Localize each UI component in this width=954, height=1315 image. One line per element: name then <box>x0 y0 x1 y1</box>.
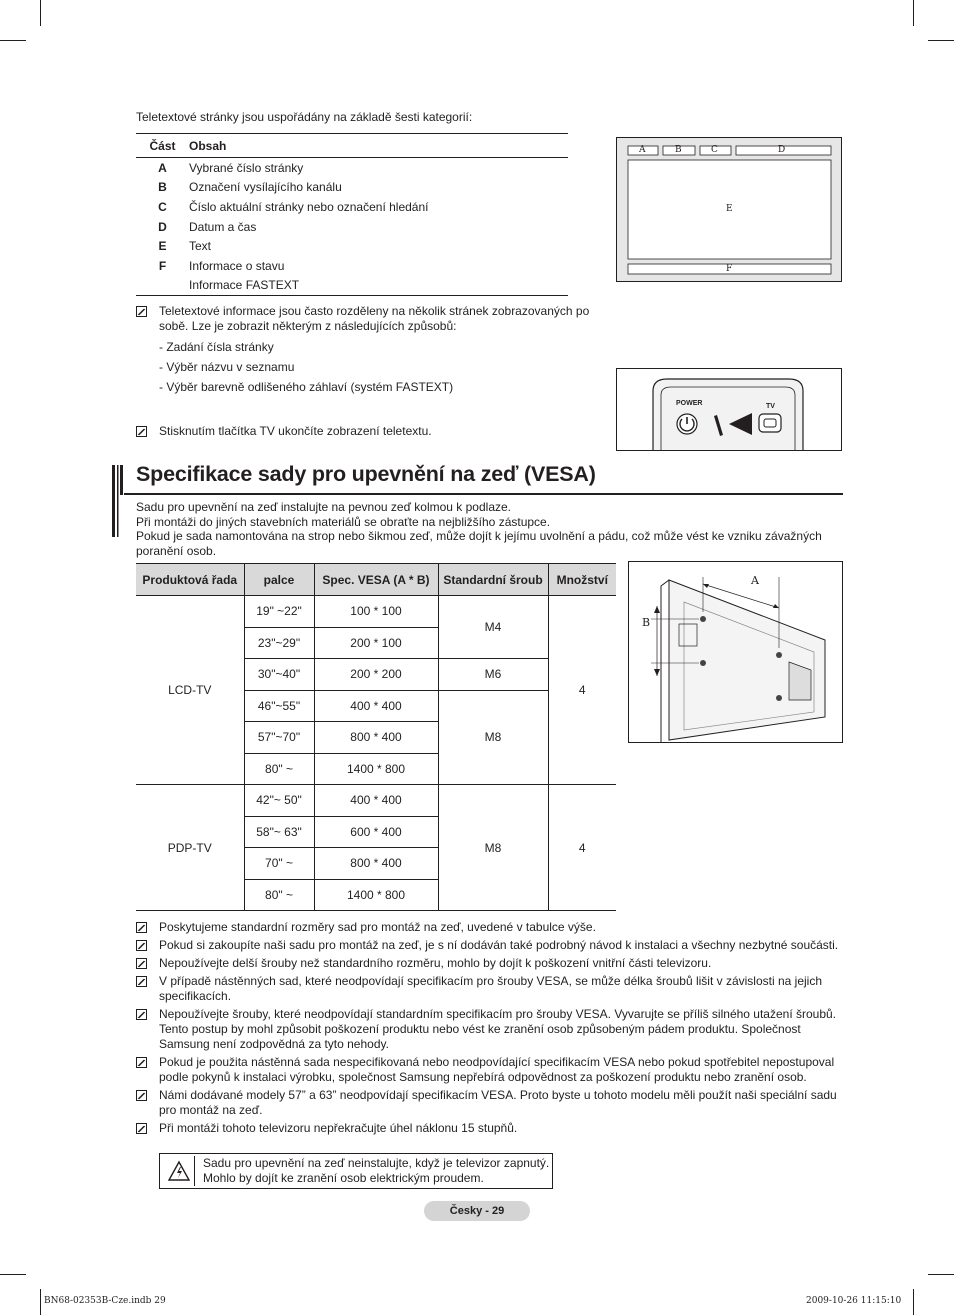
warning-icon <box>163 1156 195 1186</box>
crop-mark <box>928 40 954 41</box>
table-row: LCD-TV 19" ~22" 100 * 100 M4 4 <box>136 596 616 628</box>
teletext-table-header <box>136 134 568 158</box>
table-row: 70" ~ 800 * 400 <box>136 848 616 880</box>
tv-back-vesa-illustration <box>628 561 843 743</box>
bullet-list <box>159 340 453 400</box>
crop-mark <box>913 0 914 26</box>
warning-text: Sadu pro upevnění na zeď neinstalujte, když je televizor zapnutý. Mohlo by dojít ke zranění osob elektrickým proudem. <box>203 1156 550 1185</box>
product-line-lcd: LCD-TV <box>136 596 244 785</box>
note-icon <box>136 922 147 933</box>
diagram-label-c: C <box>711 145 718 155</box>
installation-notes <box>136 920 846 1139</box>
table-row: 57"~70" 800 * 400 <box>136 722 616 754</box>
table-row: C Číslo aktuální stránky nebo označení hledání <box>158 199 429 214</box>
teletext-layout-diagram <box>616 137 842 282</box>
note-icon <box>136 1057 147 1068</box>
section-bar <box>112 465 124 537</box>
crop-mark <box>0 1274 26 1275</box>
dimension-b-label: B <box>642 616 651 629</box>
table-header-row <box>136 564 616 596</box>
list-item: Námi dodávané modely 57” a 63” neodpovídají specifikacím VESA. Proto byste u tohoto modelu měli použít naši speciální sadu pro montáž na zeď. <box>136 1088 846 1118</box>
table-row: 23"~29" 200 * 100 <box>136 627 616 659</box>
table-row: PDP-TV 42"~ 50" 400 * 400 M8 4 <box>136 785 616 817</box>
tv-label: TV <box>766 403 775 410</box>
note-icon <box>136 1090 147 1101</box>
footer-timestamp: 2009-10-26 11:15:10 <box>806 1296 902 1306</box>
col-inches: palce <box>244 564 314 596</box>
table-row: Informace FASTEXT <box>189 278 300 293</box>
table-row: A Vybrané číslo stránky <box>158 160 304 175</box>
note-icon <box>136 958 147 969</box>
crop-mark <box>913 1289 914 1315</box>
list-item: Nepoužívejte šrouby, které neodpovídají standardním specifikacím pro šrouby VESA. Vyvarujte se příliš silného utažení šroubů. Tento postup by mohl způsobit poškození produktu nebo vést ke zranění osob způsobeným pádem produktu. Společnost Samsung není zodpovědná za tyto nehody. <box>136 1007 846 1052</box>
col-content: Obsah <box>189 138 227 153</box>
power-label: POWER <box>676 400 703 407</box>
paragraph: Pokud je sada namontována na strop nebo šikmou zeď, může dojít k jejímu uvolnění a pádu, což může vést ke vzniku závažných poranění osob. <box>136 529 822 558</box>
crop-mark <box>40 1289 41 1315</box>
intro-text: Teletextové stránky jsou uspořádány na základě šesti kategorií: <box>136 110 473 124</box>
list-item: - Zadání čísla stránky <box>159 340 274 354</box>
table-row: E Text <box>158 239 212 254</box>
page-number-badge: Česky - 29 <box>424 1201 530 1221</box>
quantity-pdp: 4 <box>548 785 616 911</box>
note-icon <box>136 426 147 437</box>
col-product-line: Produktová řada <box>136 564 244 596</box>
note-exit-teletext: Stisknutím tlačítka TV ukončíte zobrazení teletextu. <box>136 424 432 439</box>
list-item: Poskytujeme standardní rozměry sad pro montáž na zeď, uvedené v tabulce výše. <box>136 920 846 935</box>
vesa-spec-table <box>136 563 616 911</box>
col-part: Část <box>149 138 176 153</box>
vesa-intro-paragraphs <box>136 500 842 558</box>
diagram-label-e: E <box>726 204 733 214</box>
crop-mark <box>0 40 26 41</box>
footer-file-info: BN68-02353B-Cze.indb 29 <box>44 1296 166 1306</box>
list-item: - Výběr názvu v seznamu <box>159 360 295 374</box>
note-teletext-pages: Teletextové informace jsou často rozděleny na několik stránek zobrazovaných po sobě. Lze je zobrazit některým z následujících způsobů: <box>136 304 606 334</box>
table-row: F Informace o stavu <box>158 258 285 273</box>
diagram-label-f: F <box>726 264 733 274</box>
list-item: - Výběr barevně odlišeného záhlaví (systém FASTEXT) <box>159 380 454 394</box>
note-icon <box>136 1009 147 1020</box>
list-item: Pokud je použita nástěnná sada nespecifikovaná nebo neodpovídající specifikacím VESA nebo pokud spotřebitel nepostupoval podle pokynů k instalaci výrobku, společnost Samsung nepřebírá odpovědnost za poškození produktu nebo zranění osob. <box>136 1055 846 1085</box>
paragraph: Při montáži do jiných stavebních materiálů se obraťte na nejbližšího zástupce. <box>136 514 551 529</box>
dimension-a-label: A <box>751 574 759 587</box>
note-icon <box>136 940 147 951</box>
diagram-label-b: B <box>675 145 682 155</box>
table-row: 58"~ 63" 600 * 400 <box>136 816 616 848</box>
diagram-label-d: D <box>778 145 786 155</box>
crop-mark <box>40 0 41 26</box>
table-row: 80" ~ 1400 * 800 <box>136 753 616 785</box>
remote-illustration <box>616 368 842 451</box>
list-item: Při montáži tohoto televizoru nepřekračujte úhel náklonu 15 stupňů. <box>136 1121 846 1136</box>
product-line-pdp: PDP-TV <box>136 785 244 911</box>
list-item: Pokud si zakoupíte naši sadu pro montáž na zeď, je s ní dodáván také podrobný návod k instalaci a všechny nezbytné součásti. <box>136 938 846 953</box>
col-standard-screw: Standardní šroub <box>438 564 548 596</box>
list-item: V případě nástěnných sad, které neodpovídají specifikacím pro šrouby VESA, se může délka šroubů lišit v závislosti na jejich specifikacích. <box>136 974 846 1004</box>
warning-box <box>159 1153 553 1189</box>
paragraph: Sadu pro upevnění na zeď instalujte na pevnou zeď kolmou k podlaze. <box>136 500 511 514</box>
list-item: Nepoužívejte delší šrouby než standardního rozměru, mohlo by dojít k poškození vnitřní části televizoru. <box>136 956 846 971</box>
section-rule <box>124 493 843 495</box>
note-icon <box>136 1123 147 1134</box>
crop-mark <box>928 1274 954 1275</box>
table-row: 80" ~ 1400 * 800 <box>136 879 616 911</box>
quantity-lcd: 4 <box>548 596 616 785</box>
note-icon <box>136 976 147 987</box>
table-row: 30"~40" 200 * 200 M6 <box>136 659 616 691</box>
note-icon <box>136 306 147 317</box>
teletext-table <box>136 133 568 296</box>
col-vesa-spec: Spec. VESA (A * B) <box>314 564 438 596</box>
col-quantity: Množství <box>548 564 616 596</box>
table-row: 46"~55" 400 * 400 M8 <box>136 690 616 722</box>
table-row: D Datum a čas <box>158 219 257 234</box>
diagram-label-a: A <box>639 145 646 155</box>
section-title: Specifikace sady pro upevnění na zeď (VESA) <box>136 462 596 486</box>
table-row: B Označení vysílajícího kanálu <box>158 180 342 195</box>
